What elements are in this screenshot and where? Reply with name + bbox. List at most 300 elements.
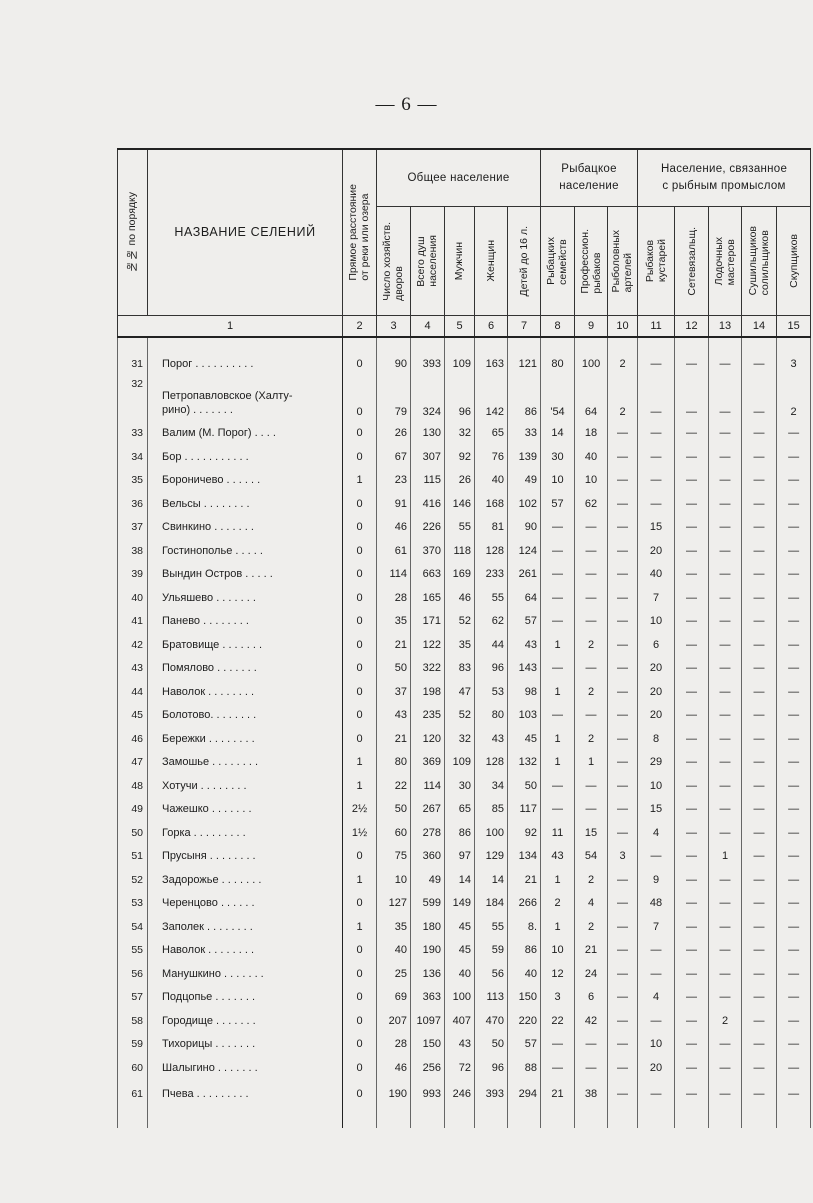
cell-women: 62	[475, 610, 508, 634]
settlement-name: Бор . . . . . . . . . . .	[148, 445, 343, 469]
cell-artels: —	[608, 516, 638, 540]
row-number: 40	[118, 586, 148, 610]
cell-women: 96	[475, 657, 508, 681]
cell-prof-fishers: 2	[575, 868, 608, 892]
cell-children: 8.	[508, 915, 541, 939]
cell-fish-families: —	[541, 1056, 575, 1080]
cell-distance: 0	[343, 516, 377, 540]
cell-boat-makers: —	[709, 680, 742, 704]
cell-distance: 1	[343, 751, 377, 775]
cell-households: 69	[377, 986, 411, 1010]
cell-net-makers: —	[675, 469, 709, 493]
cell-distance: 0	[343, 845, 377, 869]
cell-artels: —	[608, 892, 638, 916]
table-row	[118, 657, 811, 681]
row-number: 60	[118, 1056, 148, 1080]
cell-craft-fishers: —	[638, 352, 675, 376]
cell-distance: 2½	[343, 798, 377, 822]
cell-total: 122	[411, 633, 445, 657]
cell-craft-fishers: 15	[638, 516, 675, 540]
table-row	[118, 774, 811, 798]
cell-children: 266	[508, 892, 541, 916]
cell-prof-fishers: 42	[575, 1009, 608, 1033]
header-group-related: Население, связанное с рыбным промыслом	[638, 149, 811, 207]
cell-boat-makers: 2	[709, 1009, 742, 1033]
cell-children: 86	[508, 939, 541, 963]
cell-artels: —	[608, 704, 638, 728]
header-buyers: Скупщиков	[777, 207, 811, 316]
cell-craft-fishers: —	[638, 845, 675, 869]
cell-artels: —	[608, 1033, 638, 1057]
cell-fish-families: 1	[541, 868, 575, 892]
cell-buyers: —	[777, 939, 811, 963]
table-row	[118, 680, 811, 704]
cell-children: 92	[508, 821, 541, 845]
column-number: 12	[675, 316, 709, 338]
cell-total: 115	[411, 469, 445, 493]
header-children: Детей до 16 л.	[508, 207, 541, 316]
cell-fish-families: —	[541, 563, 575, 587]
cell-fish-families: 1	[541, 680, 575, 704]
cell-boat-makers: —	[709, 376, 742, 422]
cell-fish-families: 80	[541, 352, 575, 376]
cell-artels: 2	[608, 352, 638, 376]
cell-men: 83	[445, 657, 475, 681]
table-row	[118, 1056, 811, 1080]
table-row	[118, 868, 811, 892]
column-number: 7	[508, 316, 541, 338]
column-number: 2	[343, 316, 377, 338]
cell-artels: —	[608, 962, 638, 986]
cell-net-makers: —	[675, 516, 709, 540]
cell-distance: 0	[343, 939, 377, 963]
settlement-name: Порог . . . . . . . . . .	[148, 352, 343, 376]
cell-households: 28	[377, 586, 411, 610]
cell-prof-fishers: —	[575, 798, 608, 822]
cell-households: 40	[377, 939, 411, 963]
cell-boat-makers: —	[709, 633, 742, 657]
cell-men: 47	[445, 680, 475, 704]
table-row	[118, 704, 811, 728]
cell-fish-families: 12	[541, 962, 575, 986]
cell-artels: —	[608, 445, 638, 469]
settlement-name: Петропавловское (Халту- рино) . . . . . . .	[148, 376, 343, 422]
settlement-name: Манушкино . . . . . . .	[148, 962, 343, 986]
cell-distance: 0	[343, 539, 377, 563]
cell-fish-families: —	[541, 657, 575, 681]
cell-boat-makers: —	[709, 539, 742, 563]
table-body	[118, 337, 811, 1128]
cell-buyers: —	[777, 1056, 811, 1080]
cell-total: 114	[411, 774, 445, 798]
table-row	[118, 422, 811, 446]
cell-boat-makers: —	[709, 657, 742, 681]
cell-craft-fishers: 20	[638, 539, 675, 563]
cell-women: 233	[475, 563, 508, 587]
cell-total: 165	[411, 586, 445, 610]
settlement-name: Панево . . . . . . . .	[148, 610, 343, 634]
cell-buyers: —	[777, 774, 811, 798]
header-women: Женщин	[475, 207, 508, 316]
cell-craft-fishers: —	[638, 469, 675, 493]
cell-artels: 3	[608, 845, 638, 869]
cell-children: 88	[508, 1056, 541, 1080]
cell-fish-families: 1	[541, 633, 575, 657]
cell-driers: —	[742, 939, 777, 963]
cell-total: 416	[411, 492, 445, 516]
settlement-name: Бережки . . . . . . . .	[148, 727, 343, 751]
cell-fish-families: '54	[541, 376, 575, 422]
cell-boat-makers: —	[709, 469, 742, 493]
cell-prof-fishers: 54	[575, 845, 608, 869]
cell-craft-fishers: —	[638, 939, 675, 963]
cell-driers: —	[742, 751, 777, 775]
cell-men: 97	[445, 845, 475, 869]
cell-women: 128	[475, 751, 508, 775]
cell-driers: —	[742, 704, 777, 728]
cell-net-makers: —	[675, 821, 709, 845]
header-net-makers: Сетевязальщ.	[675, 207, 709, 316]
cell-buyers: —	[777, 563, 811, 587]
cell-total: 136	[411, 962, 445, 986]
cell-men: 52	[445, 610, 475, 634]
cell-distance: 0	[343, 704, 377, 728]
cell-boat-makers: —	[709, 892, 742, 916]
cell-fish-families: 2	[541, 892, 575, 916]
cell-households: 79	[377, 376, 411, 422]
cell-distance: 0	[343, 563, 377, 587]
cell-buyers: —	[777, 586, 811, 610]
cell-total: 180	[411, 915, 445, 939]
cell-net-makers: —	[675, 1033, 709, 1057]
cell-fish-families: —	[541, 539, 575, 563]
column-number-row	[118, 316, 811, 338]
cell-children: 57	[508, 1033, 541, 1057]
cell-men: 96	[445, 376, 475, 422]
cell-artels: —	[608, 657, 638, 681]
table-row	[118, 352, 811, 376]
cell-children: 143	[508, 657, 541, 681]
column-number: 9	[575, 316, 608, 338]
cell-children: 57	[508, 610, 541, 634]
cell-men: 32	[445, 422, 475, 446]
cell-women: 53	[475, 680, 508, 704]
cell-fish-families: —	[541, 586, 575, 610]
cell-craft-fishers: —	[638, 492, 675, 516]
cell-households: 75	[377, 845, 411, 869]
cell-men: 35	[445, 633, 475, 657]
cell-prof-fishers: —	[575, 516, 608, 540]
cell-craft-fishers: 7	[638, 586, 675, 610]
cell-men: 45	[445, 915, 475, 939]
settlement-name: Вельсы . . . . . . . .	[148, 492, 343, 516]
cell-households: 22	[377, 774, 411, 798]
cell-fish-families: 43	[541, 845, 575, 869]
table-row	[118, 376, 811, 422]
cell-distance: 0	[343, 633, 377, 657]
table-row	[118, 1033, 811, 1057]
cell-artels: —	[608, 939, 638, 963]
column-number: 10	[608, 316, 638, 338]
row-number: 38	[118, 539, 148, 563]
cell-net-makers: —	[675, 633, 709, 657]
cell-fish-families: 10	[541, 939, 575, 963]
settlement-name: Заполек . . . . . . . .	[148, 915, 343, 939]
cell-children: 150	[508, 986, 541, 1010]
cell-boat-makers: —	[709, 704, 742, 728]
cell-prof-fishers: —	[575, 563, 608, 587]
row-number: 47	[118, 751, 148, 775]
settlement-name: Ульяшево . . . . . . .	[148, 586, 343, 610]
cell-distance: 0	[343, 1080, 377, 1128]
column-number: 5	[445, 316, 475, 338]
cell-households: 50	[377, 657, 411, 681]
cell-total: 256	[411, 1056, 445, 1080]
cell-prof-fishers: 100	[575, 352, 608, 376]
cell-total: 370	[411, 539, 445, 563]
cell-driers: —	[742, 445, 777, 469]
cell-men: 109	[445, 352, 475, 376]
cell-prof-fishers: 40	[575, 445, 608, 469]
table-row	[118, 986, 811, 1010]
cell-boat-makers: —	[709, 751, 742, 775]
cell-distance: 0	[343, 492, 377, 516]
table-row	[118, 469, 811, 493]
cell-boat-makers: —	[709, 821, 742, 845]
table-row	[118, 727, 811, 751]
cell-total: 278	[411, 821, 445, 845]
cell-men: 45	[445, 939, 475, 963]
cell-total: 235	[411, 704, 445, 728]
cell-buyers: —	[777, 704, 811, 728]
cell-children: 50	[508, 774, 541, 798]
cell-buyers: —	[777, 633, 811, 657]
cell-fish-families: 1	[541, 751, 575, 775]
spacer-row	[118, 337, 811, 352]
cell-men: 109	[445, 751, 475, 775]
cell-women: 50	[475, 1033, 508, 1057]
cell-fish-families: —	[541, 704, 575, 728]
cell-total: 993	[411, 1080, 445, 1128]
cell-households: 10	[377, 868, 411, 892]
table-row	[118, 445, 811, 469]
cell-total: 150	[411, 1033, 445, 1057]
cell-buyers: —	[777, 445, 811, 469]
cell-buyers: —	[777, 821, 811, 845]
cell-fish-families: 11	[541, 821, 575, 845]
row-number: 45	[118, 704, 148, 728]
cell-distance: 0	[343, 727, 377, 751]
cell-net-makers: —	[675, 892, 709, 916]
cell-women: 113	[475, 986, 508, 1010]
cell-buyers: —	[777, 516, 811, 540]
cell-households: 114	[377, 563, 411, 587]
cell-prof-fishers: —	[575, 586, 608, 610]
cell-children: 40	[508, 962, 541, 986]
cell-households: 35	[377, 915, 411, 939]
cell-households: 67	[377, 445, 411, 469]
cell-prof-fishers: —	[575, 774, 608, 798]
cell-households: 26	[377, 422, 411, 446]
cell-buyers: —	[777, 962, 811, 986]
table-row	[118, 633, 811, 657]
settlement-name: Подцопье . . . . . . .	[148, 986, 343, 1010]
cell-distance: 0	[343, 586, 377, 610]
cell-fish-families: —	[541, 516, 575, 540]
cell-buyers: —	[777, 986, 811, 1010]
cell-men: 149	[445, 892, 475, 916]
cell-women: 40	[475, 469, 508, 493]
settlement-name: Гостинополье . . . . .	[148, 539, 343, 563]
cell-children: 86	[508, 376, 541, 422]
cell-craft-fishers: 10	[638, 610, 675, 634]
cell-fish-families: 1	[541, 727, 575, 751]
cell-boat-makers: —	[709, 727, 742, 751]
cell-women: 44	[475, 633, 508, 657]
table-row	[118, 492, 811, 516]
cell-distance: 1	[343, 469, 377, 493]
cell-buyers: —	[777, 915, 811, 939]
cell-prof-fishers: 21	[575, 939, 608, 963]
settlement-name: Черенцово . . . . . .	[148, 892, 343, 916]
cell-distance: 0	[343, 445, 377, 469]
cell-prof-fishers: 6	[575, 986, 608, 1010]
cell-artels: —	[608, 821, 638, 845]
header-artels: Рыболовных артелей	[608, 207, 638, 316]
cell-total: 324	[411, 376, 445, 422]
cell-prof-fishers: 15	[575, 821, 608, 845]
cell-children: 102	[508, 492, 541, 516]
header-driers: Сушильщиков солильщиков	[742, 207, 777, 316]
cell-driers: —	[742, 727, 777, 751]
settlements-table-sheet	[117, 148, 810, 1100]
cell-craft-fishers: —	[638, 376, 675, 422]
settlement-name: Тихорицы . . . . . . .	[148, 1033, 343, 1057]
settlement-name: Задорожье . . . . . . .	[148, 868, 343, 892]
cell-households: 37	[377, 680, 411, 704]
cell-households: 46	[377, 1056, 411, 1080]
cell-men: 55	[445, 516, 475, 540]
cell-boat-makers: —	[709, 868, 742, 892]
cell-driers: —	[742, 868, 777, 892]
cell-buyers: —	[777, 539, 811, 563]
header-fish-families: Рыбацких семейств	[541, 207, 575, 316]
cell-households: 50	[377, 798, 411, 822]
cell-artels: —	[608, 539, 638, 563]
cell-men: 169	[445, 563, 475, 587]
row-number: 53	[118, 892, 148, 916]
cell-buyers: —	[777, 751, 811, 775]
cell-net-makers: —	[675, 610, 709, 634]
cell-households: 21	[377, 727, 411, 751]
cell-driers: —	[742, 657, 777, 681]
cell-children: 132	[508, 751, 541, 775]
cell-women: 14	[475, 868, 508, 892]
settlement-name: Чажешко . . . . . . .	[148, 798, 343, 822]
cell-prof-fishers: —	[575, 657, 608, 681]
cell-men: 86	[445, 821, 475, 845]
cell-net-makers: —	[675, 727, 709, 751]
header-households: Число хозяйств. дворов	[377, 207, 411, 316]
cell-craft-fishers: 40	[638, 563, 675, 587]
cell-women: 85	[475, 798, 508, 822]
table-row	[118, 516, 811, 540]
cell-prof-fishers: —	[575, 610, 608, 634]
cell-distance: 0	[343, 352, 377, 376]
cell-net-makers: —	[675, 1009, 709, 1033]
cell-households: 21	[377, 633, 411, 657]
cell-boat-makers: —	[709, 962, 742, 986]
cell-net-makers: —	[675, 376, 709, 422]
cell-prof-fishers: 1	[575, 751, 608, 775]
cell-driers: —	[742, 563, 777, 587]
cell-fish-families: —	[541, 798, 575, 822]
cell-craft-fishers: 10	[638, 1033, 675, 1057]
cell-driers: —	[742, 962, 777, 986]
cell-driers: —	[742, 352, 777, 376]
cell-households: 35	[377, 610, 411, 634]
cell-children: 33	[508, 422, 541, 446]
cell-distance: 0	[343, 962, 377, 986]
cell-net-makers: —	[675, 563, 709, 587]
cell-boat-makers: —	[709, 352, 742, 376]
cell-craft-fishers: —	[638, 962, 675, 986]
cell-driers: —	[742, 610, 777, 634]
cell-total: 226	[411, 516, 445, 540]
cell-fish-families: —	[541, 610, 575, 634]
header-men: Мужчин	[445, 207, 475, 316]
cell-boat-makers: —	[709, 1056, 742, 1080]
row-number: 41	[118, 610, 148, 634]
row-number: 31	[118, 352, 148, 376]
cell-driers: —	[742, 680, 777, 704]
cell-households: 190	[377, 1080, 411, 1128]
cell-distance: 0	[343, 376, 377, 422]
cell-men: 52	[445, 704, 475, 728]
cell-women: 142	[475, 376, 508, 422]
table-row	[118, 610, 811, 634]
cell-driers: —	[742, 586, 777, 610]
cell-children: 220	[508, 1009, 541, 1033]
cell-distance: 0	[343, 1009, 377, 1033]
cell-total: 360	[411, 845, 445, 869]
cell-households: 23	[377, 469, 411, 493]
header-total: Всего душ населения	[411, 207, 445, 316]
cell-men: 72	[445, 1056, 475, 1080]
column-number: 4	[411, 316, 445, 338]
cell-men: 46	[445, 586, 475, 610]
cell-total: 190	[411, 939, 445, 963]
cell-buyers: 3	[777, 352, 811, 376]
cell-boat-makers: —	[709, 445, 742, 469]
cell-buyers: —	[777, 892, 811, 916]
cell-net-makers: —	[675, 352, 709, 376]
cell-buyers: —	[777, 845, 811, 869]
cell-driers: —	[742, 915, 777, 939]
cell-men: 118	[445, 539, 475, 563]
cell-children: 134	[508, 845, 541, 869]
cell-women: 81	[475, 516, 508, 540]
column-number: 1	[118, 316, 343, 338]
cell-prof-fishers: —	[575, 704, 608, 728]
settlement-name: Бороничево . . . . . .	[148, 469, 343, 493]
settlements-table	[117, 148, 811, 1128]
column-number: 14	[742, 316, 777, 338]
cell-fish-families: 10	[541, 469, 575, 493]
cell-net-makers: —	[675, 539, 709, 563]
cell-women: 55	[475, 586, 508, 610]
cell-children: 90	[508, 516, 541, 540]
